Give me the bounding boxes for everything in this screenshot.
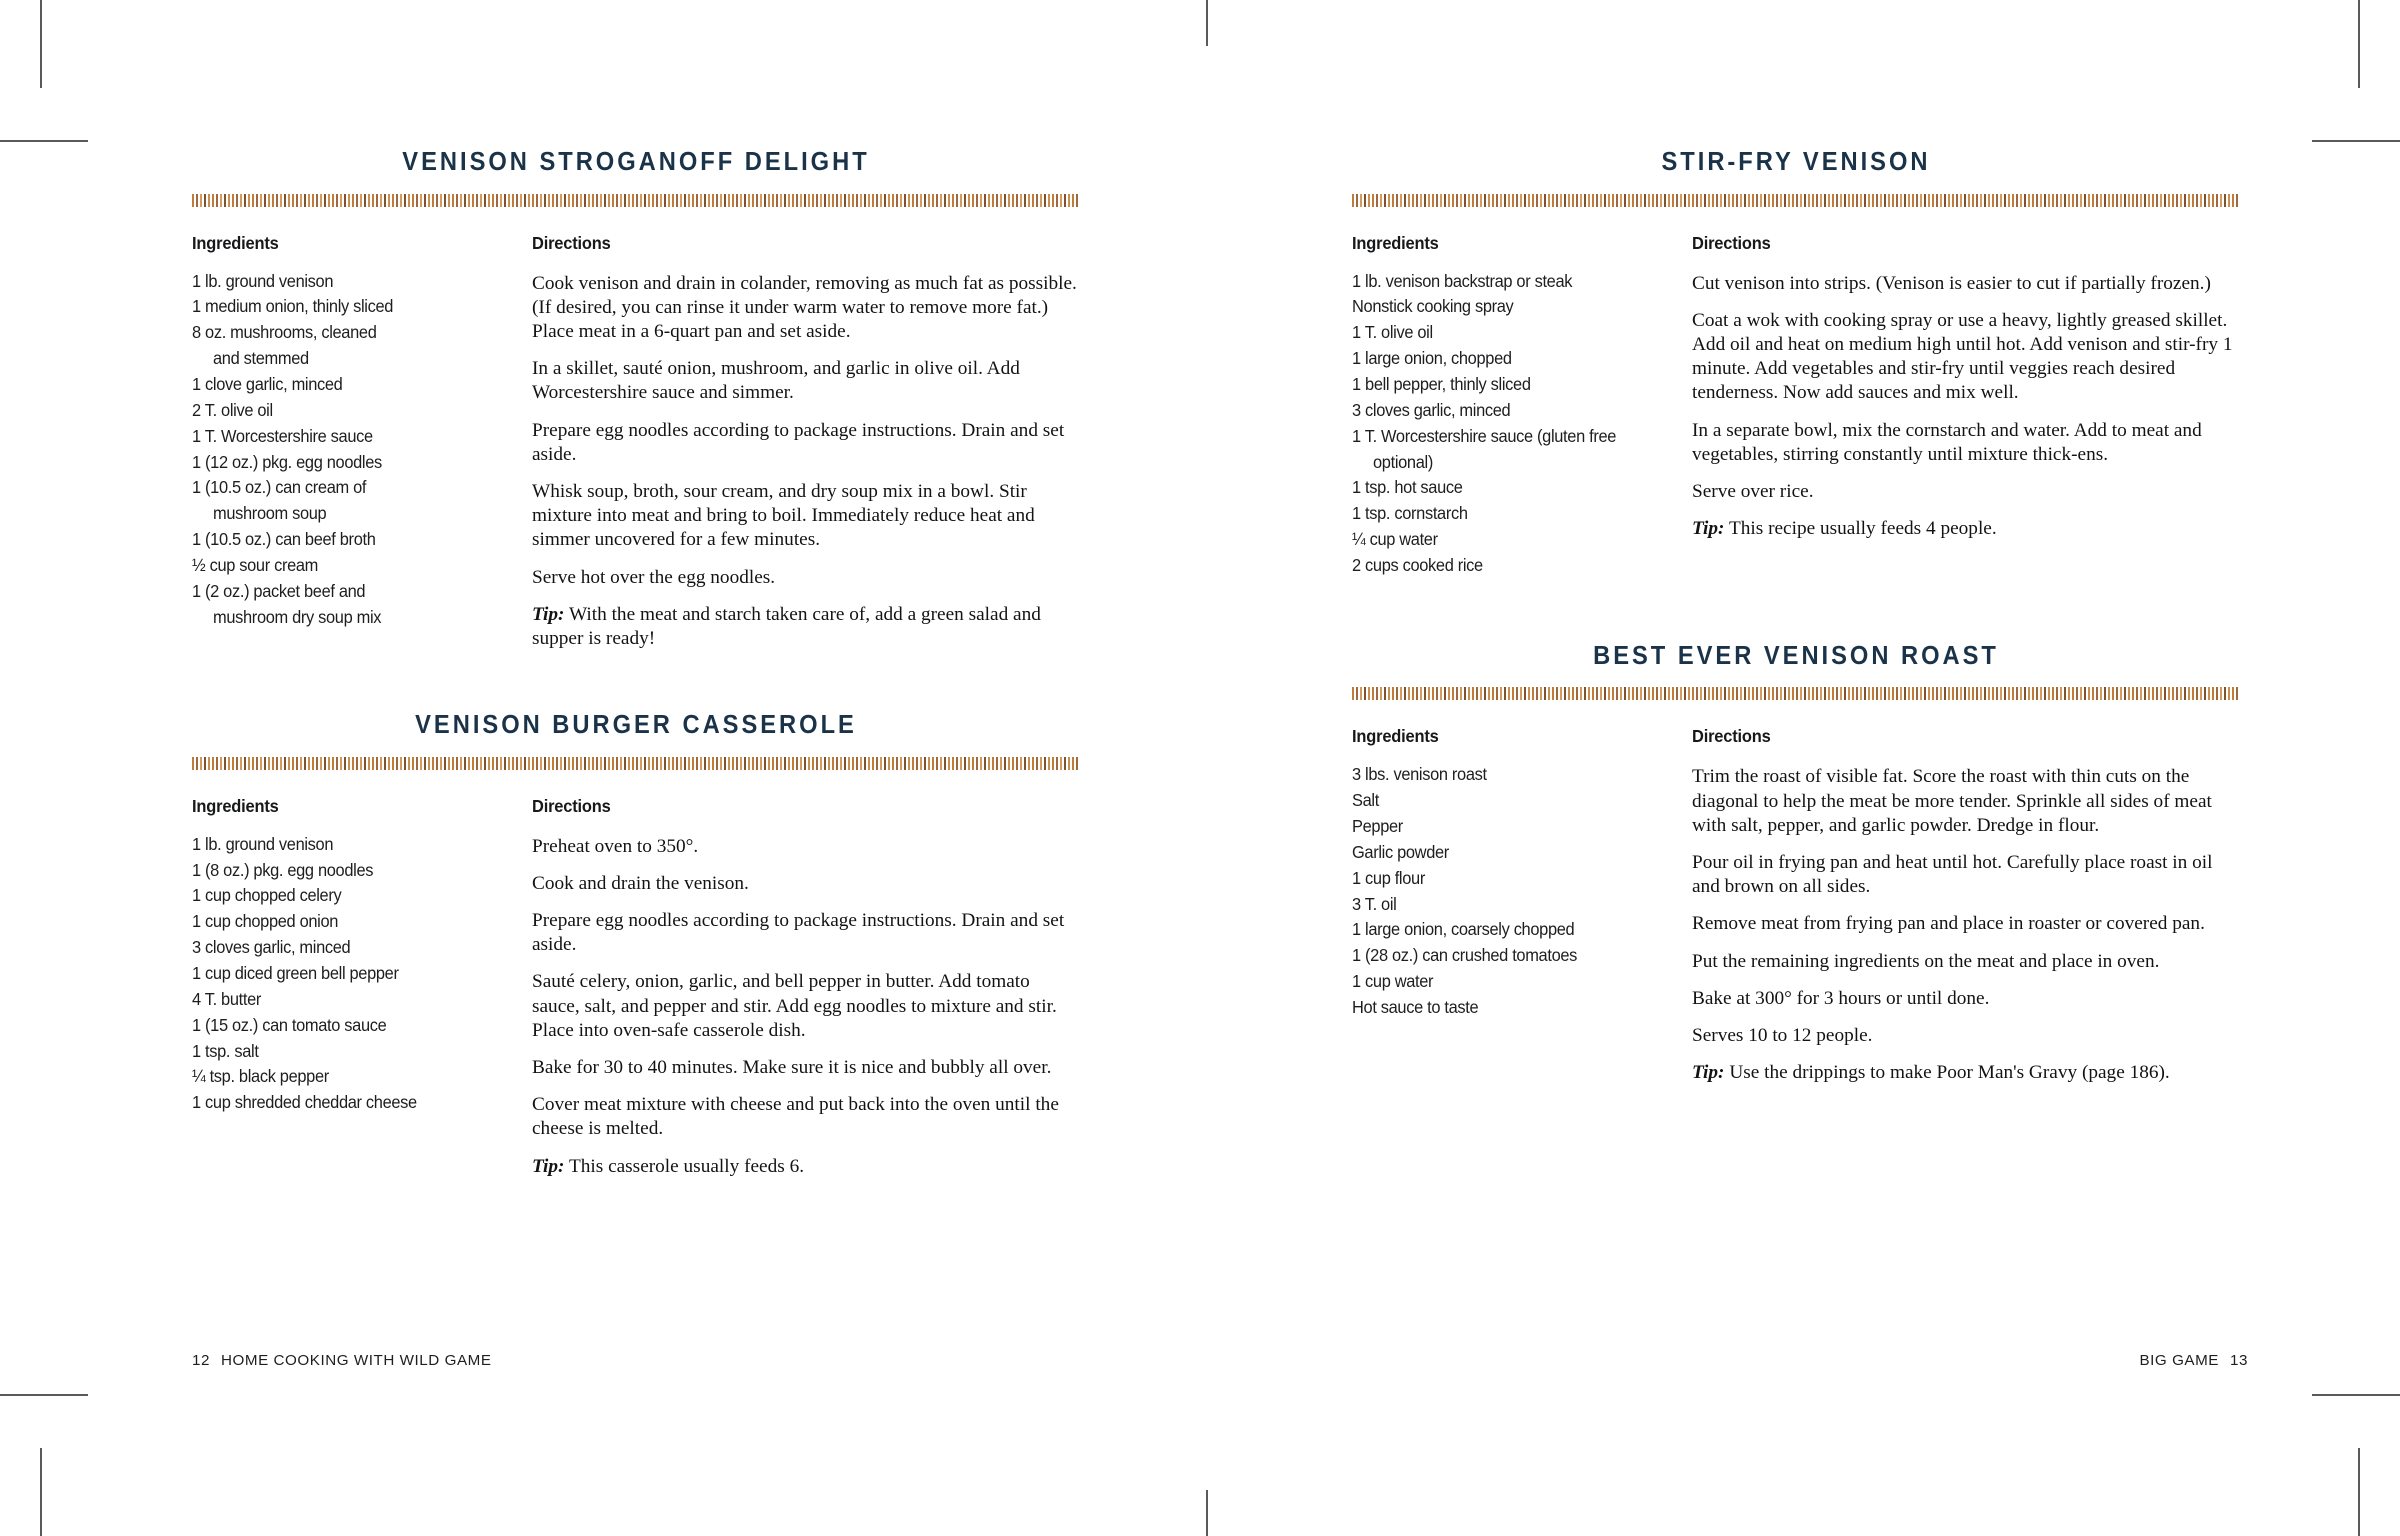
- book-title: HOME COOKING WITH WILD GAME: [221, 1352, 492, 1369]
- ingredients-list: [192, 272, 518, 628]
- ingredient-item: Garlic powder: [1352, 841, 1449, 862]
- direction-step: In a separate bowl, mix the cornstarch and water. Add to meat and vegetables, stirring constantly until mixture thick-ens.: [1692, 419, 2202, 465]
- directions-body: [532, 272, 1080, 652]
- tip-label: Tip:: [1692, 1062, 1725, 1084]
- ingredients-heading: Ingredients: [192, 795, 279, 816]
- ingredient-item: 1 medium onion, thinly sliced: [192, 296, 394, 317]
- right-page-content: [1352, 150, 2240, 1085]
- directions-column: [532, 233, 1080, 652]
- ingredient-item: Salt: [1352, 790, 1379, 811]
- ingredients-column: [192, 233, 532, 634]
- directions-heading: Directions: [532, 232, 611, 253]
- ingredient-item: 8 oz. mushrooms, cleaned: [192, 322, 377, 343]
- ingredient-item: 1 (2 oz.) packet beef and: [192, 580, 366, 601]
- directions-heading: Directions: [532, 795, 611, 816]
- directions-body: [1692, 765, 2240, 1085]
- page-number: 13: [2230, 1352, 2248, 1369]
- direction-tip: [1692, 517, 2240, 541]
- ingredient-item-continuation: mushroom soup: [213, 503, 327, 524]
- tip-label: Tip:: [1692, 518, 1725, 540]
- ingredient-item: Hot sauce to taste: [1352, 997, 1479, 1018]
- tip-text: With the meat and starch taken care of, add a green salad and supper is ready!: [532, 603, 1041, 649]
- recipe-title: BEST EVER VENISON ROAST: [1593, 641, 1999, 670]
- ingredients-column: [1352, 726, 1692, 1024]
- recipe-venison-burger-casserole: [192, 713, 1080, 1179]
- tip-label: Tip:: [532, 1155, 565, 1177]
- direction-tip: [1692, 1061, 2240, 1085]
- ingredient-item: 1 tsp. hot sauce: [1352, 477, 1463, 498]
- directions-body: [532, 835, 1080, 1179]
- decorative-rule: [1352, 194, 2240, 207]
- directions-heading: Directions: [1692, 232, 1771, 253]
- ingredients-heading: Ingredients: [192, 232, 279, 253]
- ingredient-item: 1 (10.5 oz.) can cream of: [192, 477, 367, 498]
- ingredients-list: [1352, 272, 1678, 576]
- ingredient-item: 1 T. olive oil: [1352, 322, 1433, 343]
- ingredient-item: 1 T. Worcestershire sauce: [192, 425, 373, 446]
- direction-step: Prepare egg noodles according to package instructions. Drain and set aside.: [532, 419, 1065, 465]
- ingredient-item: ¼ cup water: [1352, 529, 1438, 550]
- direction-tip: [532, 1155, 1080, 1179]
- ingredient-item-continuation: mushroom dry soup mix: [213, 606, 382, 627]
- direction-step: Cook venison and drain in colander, removing as much fat as possible. (If desired, you can rinse it under warm water to remove more fat.) Place meat in a 6-quart pan and set aside.: [532, 272, 1077, 342]
- direction-tip: [532, 603, 1080, 651]
- directions-column: [532, 796, 1080, 1179]
- direction-step: Cover meat mixture with cheese and put back into the oven until the cheese is melted.: [532, 1094, 1059, 1140]
- directions-body: [1692, 272, 2240, 542]
- ingredient-item: 1 cup shredded cheddar cheese: [192, 1092, 417, 1113]
- ingredient-item: 1 clove garlic, minced: [192, 373, 343, 394]
- ingredient-item: 2 cups cooked rice: [1352, 554, 1483, 575]
- direction-step: Coat a wok with cooking spray or use a heavy, lightly greased skillet. Add oil and heat on medium high until hot. Add venison and stir-fry 1 minute. Add vegetables and stir-fry until veggies reach desired tenderness. Now add sauces and mix well.: [1692, 309, 2233, 404]
- recipe-columns: [192, 233, 1080, 652]
- ingredient-item: 3 T. oil: [1352, 893, 1397, 914]
- ingredients-list: [192, 835, 518, 1113]
- tip-text: This casserole usually feeds 6.: [568, 1155, 805, 1177]
- ingredient-item: 1 (10.5 oz.) can beef broth: [192, 529, 376, 550]
- ingredient-item: 3 lbs. venison roast: [1352, 764, 1487, 785]
- ingredient-item: 1 large onion, chopped: [1352, 348, 1512, 369]
- direction-step: Cut venison into strips. (Venison is easier to cut if partially frozen.): [1692, 272, 2211, 294]
- ingredient-item: 1 (12 oz.) pkg. egg noodles: [192, 451, 382, 472]
- recipe-columns: [1352, 233, 2240, 582]
- ingredient-item-continuation: optional): [1373, 451, 1433, 472]
- direction-step: Trim the roast of visible fat. Score the roast with thin cuts on the diagonal to help the meat be more tender. Sprinkle all sides of meat with salt, pepper, and garlic powder. Dredge in flour.: [1692, 766, 2212, 836]
- direction-step: In a skillet, sauté onion, mushroom, and garlic in olive oil. Add Worcestershire sauce and simmer.: [532, 358, 1020, 404]
- ingredients-heading: Ingredients: [1352, 726, 1439, 747]
- recipe-stir-fry-venison: [1352, 150, 2240, 582]
- ingredient-item: 1 lb. ground venison: [192, 270, 334, 291]
- recipe-venison-stroganoff-delight: [192, 150, 1080, 651]
- ingredients-heading: Ingredients: [1352, 232, 1439, 253]
- section-title: BIG GAME: [2139, 1352, 2219, 1369]
- ingredients-column: [192, 796, 532, 1119]
- ingredient-item: 1 cup water: [1352, 971, 1434, 992]
- direction-step: Preheat oven to 350°.: [532, 835, 699, 857]
- tip-text: Use the drippings to make Poor Man's Gravy (page 186).: [1729, 1062, 2170, 1084]
- ingredient-item: 1 bell pepper, thinly sliced: [1352, 373, 1531, 394]
- ingredient-item: 1 lb. venison backstrap or steak: [1352, 270, 1573, 291]
- direction-step: Whisk soup, broth, sour cream, and dry soup mix in a bowl. Stir mixture into meat and bring to boil. Immediately reduce heat and simmer uncovered for a few minutes.: [532, 480, 1035, 551]
- ingredient-item: 1 tsp. salt: [192, 1040, 259, 1061]
- right-page: [1200, 0, 2400, 1536]
- left-page-content: [192, 150, 1080, 1179]
- direction-step: Serve over rice.: [1692, 480, 1814, 502]
- direction-step: Remove meat from frying pan and place in roaster or covered pan.: [1692, 913, 2205, 935]
- ingredient-item: 1 (15 oz.) can tomato sauce: [192, 1014, 387, 1035]
- direction-step: Put the remaining ingredients on the meat and place in oven.: [1692, 950, 2160, 972]
- tip-text: This recipe usually feeds 4 people.: [1728, 518, 1997, 540]
- ingredients-column: [1352, 233, 1692, 582]
- recipe-title: STIR-FRY VENISON: [1661, 148, 1931, 176]
- ingredient-item-continuation: and stemmed: [213, 348, 309, 369]
- recipe-columns: [1352, 726, 2240, 1085]
- ingredient-item: 1 tsp. cornstarch: [1352, 503, 1468, 524]
- ingredient-item: 3 cloves garlic, minced: [1352, 399, 1511, 420]
- directions-heading: Directions: [1692, 726, 1771, 747]
- ingredient-item: ¼ tsp. black pepper: [192, 1066, 329, 1087]
- ingredient-item: 1 cup chopped celery: [192, 885, 342, 906]
- decorative-rule: [192, 194, 1080, 207]
- decorative-rule: [1352, 687, 2240, 700]
- recipe-title: VENISON BURGER CASSEROLE: [415, 711, 857, 740]
- recipe-title: VENISON STROGANOFF DELIGHT: [402, 148, 870, 176]
- right-page-footer: [2139, 1352, 2248, 1369]
- ingredient-item: Pepper: [1352, 816, 1403, 837]
- ingredient-item: 1 (8 oz.) pkg. egg noodles: [192, 859, 374, 880]
- decorative-rule: [192, 757, 1080, 770]
- ingredient-item: 2 T. olive oil: [192, 399, 273, 420]
- ingredient-item: 1 cup chopped onion: [192, 911, 339, 932]
- ingredient-item: 1 cup diced green bell pepper: [192, 962, 399, 983]
- direction-step: Sauté celery, onion, garlic, and bell pepper in butter. Add tomato sauce, salt, and pepper and stir. Add egg noodles to mixture and stir. Place into oven-safe casserole dish.: [532, 971, 1057, 1041]
- ingredient-item: 1 T. Worcestershire sauce (gluten free: [1352, 425, 1617, 446]
- ingredient-item: Nonstick cooking spray: [1352, 296, 1514, 317]
- recipe-columns: [192, 796, 1080, 1179]
- direction-step: Bake at 300° for 3 hours or until done.: [1692, 987, 1990, 1009]
- direction-step: Cook and drain the venison.: [532, 872, 749, 894]
- directions-column: [1692, 233, 2240, 542]
- ingredient-item: 3 cloves garlic, minced: [192, 937, 351, 958]
- ingredient-item: 1 cup flour: [1352, 867, 1425, 888]
- direction-step: Bake for 30 to 40 minutes. Make sure it is nice and bubbly all over.: [532, 1057, 1052, 1079]
- direction-step: Serves 10 to 12 people.: [1692, 1024, 1873, 1046]
- recipe-best-ever-venison-roast: [1352, 641, 2240, 1086]
- ingredient-item: 1 (28 oz.) can crushed tomatoes: [1352, 945, 1578, 966]
- ingredient-item: 1 lb. ground venison: [192, 833, 334, 854]
- ingredient-item: 1 large onion, coarsely chopped: [1352, 919, 1575, 940]
- ingredient-item: 4 T. butter: [192, 988, 262, 1009]
- left-page-footer: [192, 1352, 492, 1369]
- page-number: 12: [192, 1352, 210, 1369]
- direction-step: Pour oil in frying pan and heat until hot. Carefully place roast in oil and brown on all sides.: [1692, 851, 2213, 898]
- ingredients-list: [1352, 765, 1678, 1018]
- ingredient-item: ½ cup sour cream: [192, 554, 319, 575]
- tip-label: Tip:: [532, 603, 565, 625]
- directions-column: [1692, 726, 2240, 1085]
- direction-step: Serve hot over the egg noodles.: [532, 566, 776, 588]
- direction-step: Prepare egg noodles according to package instructions. Drain and set aside.: [532, 910, 1065, 956]
